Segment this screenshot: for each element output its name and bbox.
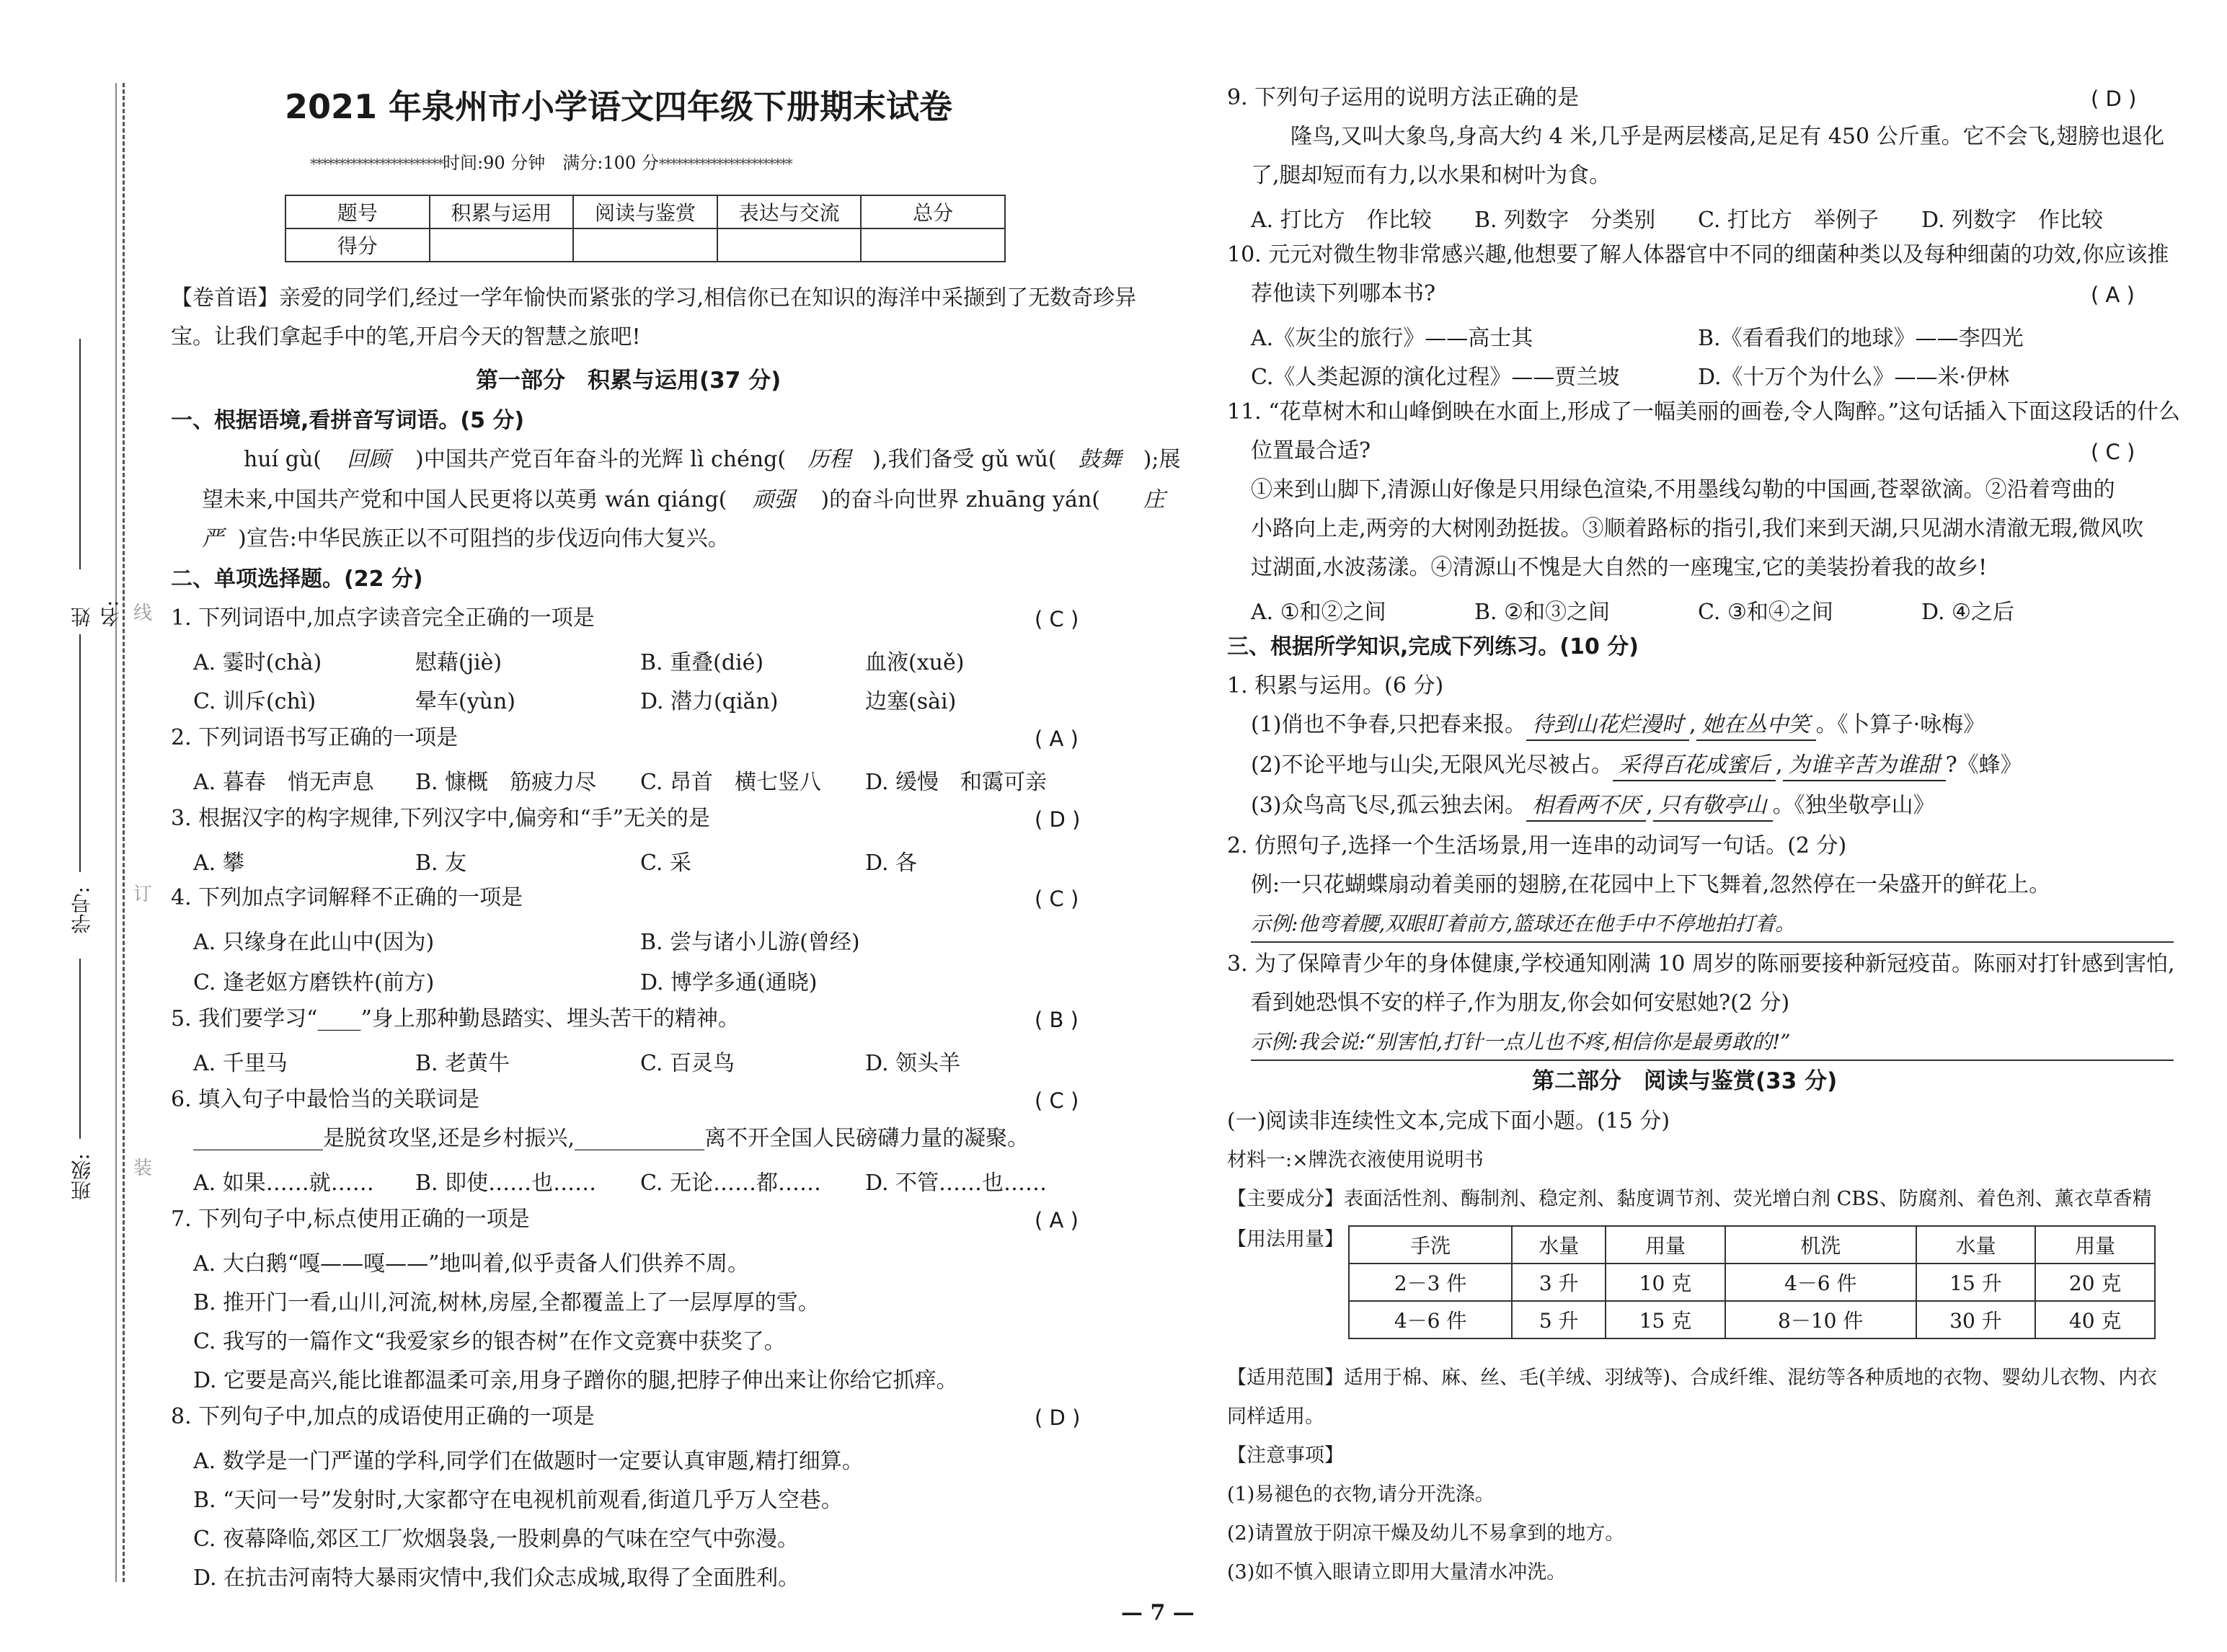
q9-passage: 了,腿却短而有力,以水果和树叶为食。 (1251, 163, 1611, 188)
q2-answer[interactable]: ( A ) (1035, 727, 1079, 751)
class-field[interactable] (65, 959, 94, 1218)
q9-answer[interactable]: ( D ) (2091, 86, 2137, 111)
score-input[interactable] (861, 228, 1005, 262)
usage-cell: 4－6 件 (1349, 1301, 1512, 1338)
q7-option-b[interactable]: B. 推开门一看,山川,河流,树林,房屋,全都覆盖上了一层厚厚的雪。 (193, 1290, 820, 1315)
section1-title: 一、根据语境,看拼音写词语。(5 分) (171, 408, 525, 433)
q8-option-c[interactable]: C. 夜幕降临,郊区工厂炊烟袅袅,一股刺鼻的气味在空气中弥漫。 (193, 1527, 800, 1552)
q6-option-a[interactable]: A. 如果……就…… (193, 1171, 374, 1196)
score-table-row (285, 228, 1005, 262)
page-title: 2021 年泉州市小学语文四年级下册期末试卷 (285, 87, 953, 126)
answer-blank[interactable]: 历程 (807, 447, 851, 472)
usage-cell: 用量 (1606, 1226, 1725, 1264)
binding-mark-bind: 装 (133, 1158, 153, 1179)
q5-option-a[interactable]: A. 千里马 (193, 1051, 288, 1076)
q3-stem: 3. 根据汉字的构字规律,下列汉字中,偏旁和“手”无关的是 (171, 806, 710, 831)
answer-blank[interactable]: 严 (202, 526, 223, 551)
answer-blank[interactable]: 庄 (1143, 487, 1165, 512)
q6-option-c[interactable]: C. 无论……都…… (640, 1171, 821, 1196)
q1-option-a[interactable]: A. 霎时(chà) (193, 650, 322, 675)
answer-blank[interactable]: 待到山花烂漫时 (1526, 711, 1689, 741)
note-item: (2)请置放于阴凉干燥及幼儿不易拿到的地方。 (1227, 1522, 1625, 1545)
q11-option-c[interactable]: C. ③和④之间 (1698, 600, 1833, 625)
note-item: (3)如不慎入眼请立即用大量清水冲洗。 (1227, 1561, 1567, 1584)
q11-option-d[interactable]: D. ④之后 (1921, 600, 2014, 625)
binding-mark-order: 订 (133, 884, 153, 905)
q2-option-d[interactable]: D. 缓慢 和霭可亲 (865, 770, 1048, 795)
q11-stem: 11. “花草树木和山峰倒映在水面上,形成了一幅美丽的画卷,令人陶醉。”这句话插入下面这段话的什么 (1227, 399, 2180, 425)
s3-q2: 2. 仿照句子,选择一个生活场景,用一连串的动词写一句话。(2 分) (1227, 833, 1847, 858)
q1-option-b2: 血液(xuě) (865, 650, 965, 675)
usage-cell: 8－10 件 (1725, 1301, 1916, 1338)
q11-stem: 位置最合适? (1251, 438, 1371, 463)
answer-blank[interactable]: 采得百花成蜜后 (1613, 751, 1776, 781)
answer-blank[interactable]: 顽强 (752, 487, 796, 512)
q8-option-d[interactable]: D. 在抗击河南特大暴雨灾情中,我们众志成城,取得了全面胜利。 (193, 1566, 800, 1591)
score-table-header (285, 195, 1005, 228)
usage-table (1348, 1225, 2156, 1339)
usage-cell: 机洗 (1725, 1226, 1916, 1264)
q10-answer[interactable]: ( A ) (2091, 283, 2135, 307)
score-input[interactable] (717, 228, 862, 262)
q1-option-d2: 边塞(sài) (865, 689, 957, 714)
pinyin-text: huí gù( (244, 447, 322, 472)
q9-passage: 隆鸟,又叫大象鸟,身高大约 4 米,几乎是两层楼高,足足有 450 公斤重。它不会飞,翅膀也退化 (1290, 124, 2165, 149)
q1-stem: 1. 下列词语中,加点字读音完全正确的一项是 (171, 605, 595, 631)
q5-option-d[interactable]: D. 领头羊 (865, 1051, 961, 1076)
id-field-line (79, 634, 81, 872)
q9-option-b[interactable]: B. 列数字 分类别 (1474, 208, 1656, 233)
usage-cell: 15 升 (1916, 1264, 2036, 1301)
scope-text: 【适用范围】适用于棉、麻、丝、毛(羊绒、羽绒等)、合成纤维、混纺等各种质地的衣物、婴幼儿衣物、内衣 (1227, 1367, 2158, 1389)
recite-text: (2)不论平地与山尖,无限风光尽被占。 (1251, 752, 1613, 778)
q11-passage: 过湖面,水波荡漾。④清源山不愧是大自然的一座瑰宝,它的美装扮着我的故乡! (1251, 555, 1988, 580)
q7-answer[interactable]: ( A ) (1035, 1208, 1079, 1233)
s3-q3: 3. 为了保障青少年的身体健康,学校通知刚满 10 周岁的陈丽要接种新冠疫苗。陈丽对打针感到害怕, (1227, 951, 2175, 977)
answer-line (1251, 1060, 2174, 1061)
part1-title: 第一部分 积累与运用(37 分) (476, 368, 782, 394)
q5-answer[interactable]: ( B ) (1035, 1008, 1079, 1032)
q11-answer[interactable]: ( C ) (2091, 440, 2135, 464)
q6-sentence: ____________是脱贫攻坚,还是乡村振兴,____________离不开全国人民磅礴力量的凝聚。 (193, 1126, 1030, 1151)
q3-option-d[interactable]: D. 各 (865, 851, 918, 876)
ingredients: 【主要成分】表面活性剂、酶制剂、稳定剂、黏度调节剂、荧光增白剂 CBS、防腐剂、着色剂、薰衣草香精 (1227, 1188, 2152, 1210)
intro-line: 宝。让我们拿起手中的笔,开启今天的智慧之旅吧! (171, 324, 641, 350)
q9-option-c[interactable]: C. 打比方 举例子 (1698, 208, 1879, 233)
id-label: 学号: (70, 887, 94, 934)
usage-cell: 10 克 (1606, 1264, 1725, 1301)
pinyin-text: );展 (1143, 447, 1181, 472)
q6-stem: 6. 填入句子中最恰当的关联词是 (171, 1087, 480, 1112)
q4-option-c[interactable]: C. 逢老妪方磨铁杵(前方) (193, 970, 435, 995)
q1-option-c2: 晕车(yùn) (415, 689, 515, 714)
score-input[interactable] (573, 228, 717, 262)
note-item: (1)易褪色的衣物,请分开洗涤。 (1227, 1483, 1495, 1506)
q1-option-a2: 慰藉(jiè) (415, 650, 502, 675)
recite-text: (3)众鸟高飞尽,孤云独去闲。 (1251, 793, 1527, 818)
usage-cell: 4－6 件 (1725, 1264, 1916, 1301)
q3-answer[interactable]: ( D ) (1035, 807, 1081, 832)
s3-q3: 看到她恐惧不安的样子,作为朋友,你会如何安慰她?(2 分) (1251, 990, 1790, 1016)
q5-option-b[interactable]: B. 老黄牛 (415, 1051, 510, 1076)
q1-answer[interactable]: ( C ) (1035, 607, 1079, 631)
scope-text: 同样适用。 (1227, 1405, 1324, 1428)
recite-text: 。《卜算子·咏梅》 (1815, 712, 1985, 737)
meta-dots-right: *********************** (658, 155, 792, 172)
q11-option-b[interactable]: B. ②和③之间 (1474, 600, 1611, 625)
binding-mark-line: 线 (133, 603, 153, 624)
answer-blank[interactable]: 鼓舞 (1078, 447, 1122, 472)
score-label: 得分 (285, 228, 430, 262)
q2-option-c[interactable]: C. 昂首 横七竖八 (640, 770, 821, 795)
q11-passage: 小路向上走,两旁的大树刚劲挺拔。③顺着路标的指引,我们来到天湖,只见湖水清澈无瑕,微风吹 (1251, 516, 2144, 541)
binding-line-solid (115, 83, 117, 1582)
q1-option-c[interactable]: C. 训斥(chì) (193, 689, 316, 714)
score-cell: 表达与交流 (717, 195, 862, 228)
q3-option-a[interactable]: A. 攀 (193, 851, 244, 876)
section3-title: 三、根据所学知识,完成下列练习。(10 分) (1227, 634, 1639, 660)
s3-q2-example: 例:一只花蝴蝶扇动着美丽的翅膀,在花园中上下飞舞着,忽然停在一朵盛开的鲜花上。 (1251, 872, 2051, 897)
q2-option-b[interactable]: B. 慷概 筋疲力尽 (415, 770, 597, 795)
section2-title: 二、单项选择题。(22 分) (171, 567, 423, 592)
q10-option-b[interactable]: B.《看看我们的地球》——李四光 (1698, 326, 2024, 351)
q5-option-c[interactable]: C. 百灵鸟 (640, 1051, 735, 1076)
usage-cell: 15 克 (1606, 1301, 1725, 1338)
usage-cell: 水量 (1916, 1226, 2036, 1264)
pinyin-text: 望未来,中国共产党和中国人民更将以英勇 wán qiáng( (202, 487, 727, 512)
q7-stem: 7. 下列句子中,标点使用正确的一项是 (171, 1207, 530, 1232)
q4-option-d[interactable]: D. 博学多通(通晓) (640, 970, 818, 995)
name-label: 姓名: (70, 600, 123, 627)
pinyin-line-1 (244, 445, 1180, 474)
score-cell: 阅读与鉴赏 (573, 195, 717, 228)
q7-option-c[interactable]: C. 我写的一篇作文“我爱家乡的银杏树”在作文竞赛中获奖了。 (193, 1329, 786, 1354)
q2-stem: 2. 下列词语书写正确的一项是 (171, 725, 459, 750)
usage-table-header (1349, 1226, 2155, 1264)
usage-cell: 40 克 (2035, 1301, 2155, 1338)
score-input[interactable] (430, 228, 574, 262)
pinyin-text: ),我们备受 gǔ wǔ( (872, 447, 1057, 472)
q6-answer[interactable]: ( C ) (1035, 1088, 1079, 1113)
answer-blank[interactable]: 只有敬亭山 (1653, 791, 1773, 822)
binding-line (123, 83, 125, 1582)
q11-option-a[interactable]: A. ①和②之间 (1251, 600, 1386, 625)
q10-option-c[interactable]: C.《人类起源的演化过程》——贾兰坡 (1251, 365, 1620, 390)
s3-q1: 1. 积累与运用。(6 分) (1227, 673, 1444, 698)
q10-option-a[interactable]: A.《灰尘的旅行》——高士其 (1251, 326, 1533, 351)
usage-cell: 3 升 (1512, 1264, 1606, 1301)
score-cell: 题号 (285, 195, 430, 228)
q11-passage: ①来到山脚下,清源山好像是只用绿色渲染,不用墨线勾勒的中国画,苍翠欲滴。②沿着弯曲的 (1251, 477, 2115, 502)
recite-text: ?《蜂》 (1945, 752, 2022, 778)
q10-stem: 10. 元元对微生物非常感兴趣,他想要了解人体器官中不同的细菌种类以及每种细菌的功效,你应该推 (1227, 242, 2169, 267)
recite-line-3: (3)众鸟高飞尽,孤云独去闲。 相看两不厌 , 只有敬亭山 。《独坐敬亭山》 (1251, 791, 1935, 822)
q6-option-b[interactable]: B. 即使……也…… (415, 1171, 597, 1196)
usage-cell: 2－3 件 (1349, 1264, 1512, 1301)
exam-meta-text: 时间:90 分钟 满分:100 分 (443, 153, 659, 173)
usage-cell: 5 升 (1512, 1301, 1606, 1338)
q9-option-a[interactable]: A. 打比方 作比较 (1251, 208, 1432, 233)
exam-meta (310, 148, 792, 174)
usage-label: 【用法用量】 (1227, 1228, 1344, 1251)
q4-option-b[interactable]: B. 尝与诸小儿游(曾经) (640, 930, 860, 955)
reading-subsection: (一)阅读非连续性文本,完成下面小题。(15 分) (1227, 1109, 1670, 1134)
pinyin-line-3 (202, 525, 730, 554)
q4-option-a[interactable]: A. 只缘身在此山中(因为) (193, 930, 435, 955)
part2-title: 第二部分 阅读与鉴赏(33 分) (1532, 1068, 1838, 1094)
answer-blank[interactable]: 回顾 (347, 447, 391, 472)
pinyin-line-2 (202, 486, 1165, 515)
usage-cell: 用量 (2035, 1226, 2155, 1264)
score-cell: 积累与运用 (430, 195, 574, 228)
q2-option-a[interactable]: A. 暮春 悄无声息 (193, 770, 374, 795)
q1-option-d[interactable]: D. 潜力(qiǎn) (640, 689, 779, 714)
q3-option-b[interactable]: B. 友 (415, 851, 467, 876)
pinyin-text: )宣告:中华民族正以不可阻挡的步伐迈向伟大复兴。 (238, 526, 730, 551)
q9-option-d[interactable]: D. 列数字 作比较 (1921, 208, 2104, 233)
meta-dots-left: *********************** (310, 155, 443, 172)
name-field-line (79, 339, 81, 569)
recite-text: 。《独坐敬亭山》 (1772, 793, 1935, 818)
q4-stem: 4. 下列加点字词解释不正确的一项是 (171, 885, 523, 910)
q5-stem: 5. 我们要学习“____”身上那种勤恳踏实、埋头苦干的精神。 (171, 1006, 740, 1031)
usage-cell: 20 克 (2035, 1264, 2155, 1301)
q8-stem: 8. 下列句子中,加点的成语使用正确的一项是 (171, 1404, 595, 1429)
q8-answer[interactable]: ( D ) (1035, 1405, 1081, 1430)
class-label: 班级: (70, 1153, 94, 1201)
student-id-field[interactable] (65, 634, 94, 959)
answer-line (1251, 941, 2174, 943)
usage-table-row (1349, 1301, 2155, 1338)
recite-line-1: (1)俏也不争春,只把春来报。 待到山花烂漫时 , 她在丛中笑 。《卜算子·咏梅》 (1251, 711, 1985, 741)
pinyin-text: )的奋斗向世界 zhuāng yán( (820, 487, 1100, 512)
q1-option-b[interactable]: B. 重叠(dié) (640, 650, 764, 675)
name-field[interactable] (65, 339, 123, 627)
page-number: — 7 — (1121, 1600, 1195, 1625)
answer-blank[interactable]: 她在丛中笑 (1696, 711, 1816, 741)
pinyin-text: )中国共产党百年奋斗的光辉 lì chéng( (415, 447, 787, 472)
answer-blank[interactable]: 为谁辛苦为谁甜 (1783, 751, 1946, 781)
material-title: 材料一:×牌洗衣液使用说明书 (1227, 1149, 1484, 1171)
q8-option-a[interactable]: A. 数学是一门严谨的学科,同学们在做题时一定要认真审题,精打细算。 (193, 1449, 864, 1474)
score-cell: 总分 (861, 195, 1005, 228)
usage-cell: 30 升 (1916, 1301, 2036, 1338)
recite-text: (1)俏也不争春,只把春来报。 (1251, 712, 1527, 737)
q3-option-c[interactable]: C. 采 (640, 851, 691, 876)
recite-line-2: (2)不论平地与山尖,无限风光尽被占。 采得百花成蜜后 , 为谁辛苦为谁甜 ?《蜂》 (1251, 751, 2022, 781)
s3-q2-answer[interactable]: 示例:他弯着腰,双眼盯着前方,篮球还在他手中不停地拍打着。 (1251, 912, 1796, 936)
usage-table-row (1349, 1264, 2155, 1301)
q7-option-d[interactable]: D. 它要是高兴,能比谁都温柔可亲,用身子蹭你的腿,把脖子伸出来让你给它抓痒。 (193, 1368, 958, 1393)
q10-option-d[interactable]: D.《十万个为什么》——米·伊林 (1698, 365, 2010, 390)
s3-q3-answer[interactable]: 示例:我会说:“别害怕,打针一点儿也不疼,相信你是最勇敢的!” (1251, 1030, 1791, 1054)
q10-stem: 荐他读下列哪本书? (1251, 281, 1436, 306)
q8-option-b[interactable]: B. “天问一号”发射时,大家都守在电视机前观看,街道几乎万人空巷。 (193, 1488, 843, 1513)
q6-option-d[interactable]: D. 不管……也…… (865, 1171, 1048, 1196)
answer-blank[interactable]: 相看两不厌 (1526, 791, 1646, 822)
usage-cell: 水量 (1512, 1226, 1606, 1264)
score-table (285, 195, 1006, 262)
usage-cell: 手洗 (1349, 1226, 1512, 1264)
class-field-line (79, 959, 81, 1139)
q4-answer[interactable]: ( C ) (1035, 887, 1079, 911)
q9-stem: 9. 下列句子运用的说明方法正确的是 (1227, 85, 1580, 110)
notes-title: 【注意事项】 (1227, 1444, 1344, 1467)
q7-option-a[interactable]: A. 大白鹅“嘎——嘎——”地叫着,似乎责备人们供养不周。 (193, 1251, 749, 1276)
intro-line: 【卷首语】亲爱的同学们,经过一学年愉快而紧张的学习,相信你已在知识的海洋中采撷到了无数奇珍异 (171, 285, 1137, 311)
